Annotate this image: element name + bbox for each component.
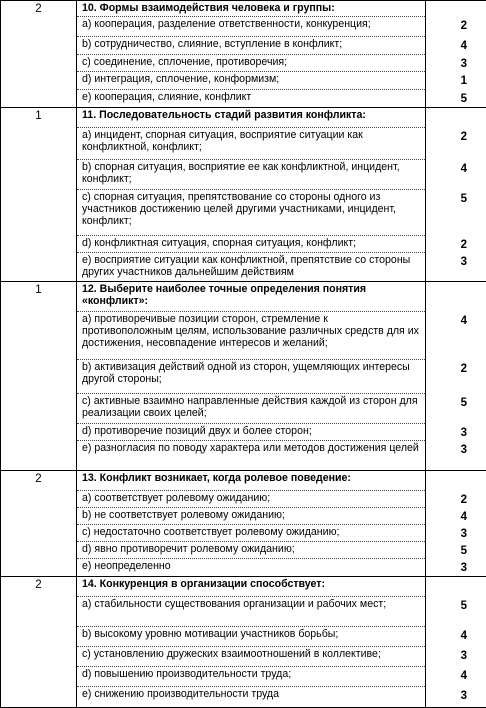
question-content — [77, 1, 426, 108]
answer-option: a) стабильности существования организации и рабочих мест; — [77, 597, 425, 627]
option-score: 4 — [426, 508, 486, 525]
option-score: 3 — [426, 525, 486, 542]
answer-option: b) не соответствует ролевому ожиданию; — [77, 508, 425, 525]
option-score: 5 — [426, 542, 486, 559]
question-title: 13. Конфликт возникает, когда ролевое поведение: — [77, 471, 425, 491]
option-score: 5 — [426, 394, 486, 424]
question-number: 1 — [1, 282, 77, 471]
option-score: 2 — [426, 236, 486, 253]
answer-option: c) установлению дружеских взаимоотношений в коллективе; — [77, 647, 425, 667]
option-score: 4 — [426, 667, 486, 687]
question-title: 12. Выберите наиболее точные определения понятия «конфликт»: — [77, 282, 425, 312]
score-column — [426, 1, 486, 108]
option-score: 5 — [426, 90, 486, 107]
question-number: 2 — [1, 471, 77, 577]
answer-option: b) активизация действий одной из сторон, ущемляющих интересы другой стороны; — [77, 360, 425, 394]
option-score: 5 — [426, 190, 486, 236]
option-score: 3 — [426, 687, 486, 707]
question-title: 14. Конкуренция в организации способствует: — [77, 577, 425, 597]
option-score: 3 — [426, 441, 486, 470]
answer-option: e) кооперация, слияние, конфликт — [77, 90, 425, 107]
option-score: 2 — [426, 491, 486, 508]
question-content — [77, 577, 426, 708]
score-spacer — [426, 282, 486, 312]
answer-option: e) снижению производительности труда — [77, 687, 425, 707]
question-number: 2 — [1, 1, 77, 108]
answer-option: e) восприятие ситуации как конфликтной, препятствие со стороны других участников дальнейшим действиям — [77, 253, 425, 281]
option-score: 2 — [426, 17, 486, 37]
option-score: 3 — [426, 253, 486, 281]
option-score: 4 — [426, 37, 486, 55]
option-score: 1 — [426, 72, 486, 90]
score-spacer — [426, 471, 486, 491]
answer-option: b) сотрудничество, слияние, вступление в конфликт; — [77, 37, 425, 55]
score-spacer — [426, 577, 486, 597]
question-content — [77, 471, 426, 577]
answer-option: b) высокому уровню мотивации участников борьбы; — [77, 627, 425, 647]
answer-option: d) явно противоречит ролевому ожиданию; — [77, 542, 425, 559]
option-score: 2 — [426, 128, 486, 160]
option-score: 5 — [426, 597, 486, 627]
answer-option: c) активные взаимно направленные действия каждой из сторон для реализации своих целей; — [77, 394, 425, 424]
question-content — [77, 108, 426, 282]
question-number: 1 — [1, 108, 77, 282]
answer-option: e) неопределенно — [77, 559, 425, 576]
question-block — [1, 282, 486, 471]
question-block — [1, 108, 486, 282]
answer-option: a) соответствует ролевому ожиданию; — [77, 491, 425, 508]
answer-option: c) спорная ситуация, препятствование со стороны одного из участников достижению целей другими участниками, инцидент, конфликт; — [77, 190, 425, 236]
question-content — [77, 282, 426, 471]
option-score: 3 — [426, 647, 486, 667]
score-column — [426, 108, 486, 282]
option-score: 3 — [426, 55, 486, 72]
question-title: 10. Формы взаимодействия человека и группы: — [77, 1, 425, 17]
question-block — [1, 1, 486, 108]
score-spacer — [426, 108, 486, 128]
option-score: 3 — [426, 424, 486, 441]
question-number: 2 — [1, 577, 77, 708]
score-spacer — [426, 1, 486, 17]
option-score: 3 — [426, 559, 486, 576]
question-block — [1, 471, 486, 577]
answer-option: d) повышению производительности труда; — [77, 667, 425, 687]
score-column — [426, 471, 486, 577]
answer-option: c) недостаточно соответствует ролевому ожиданию; — [77, 525, 425, 542]
question-block — [1, 577, 486, 708]
option-score: 2 — [426, 360, 486, 394]
score-column — [426, 282, 486, 471]
answer-option: b) спорная ситуация, восприятие ее как конфликтной, инцидент, конфликт; — [77, 160, 425, 190]
option-score: 4 — [426, 312, 486, 360]
answer-option: d) интеграция, сплочение, конформизм; — [77, 72, 425, 90]
answer-option: a) противоречивые позиции сторон, стремление к противоположным целям, использование различных средств для их достижения, несовпадение интересов и желаний; — [77, 312, 425, 360]
option-score: 4 — [426, 160, 486, 190]
answer-option: a) инцидент, спорная ситуация, восприятие ситуации как конфликтной, конфликт; — [77, 128, 425, 160]
answer-option: a) кооперация, разделение ответственности, конкуренция; — [77, 17, 425, 37]
answer-option: e) разногласия по поводу характера или методов достижения целей — [77, 441, 425, 470]
answer-option: c) соединение, сплочение, противоречия; — [77, 55, 425, 72]
question-title: 11. Последовательность стадий развития конфликта: — [77, 108, 425, 128]
answer-option: d) противоречие позиций двух и более сторон; — [77, 424, 425, 441]
option-score: 4 — [426, 627, 486, 647]
answer-option: d) конфликтная ситуация, спорная ситуация, конфликт; — [77, 236, 425, 253]
score-column — [426, 577, 486, 708]
